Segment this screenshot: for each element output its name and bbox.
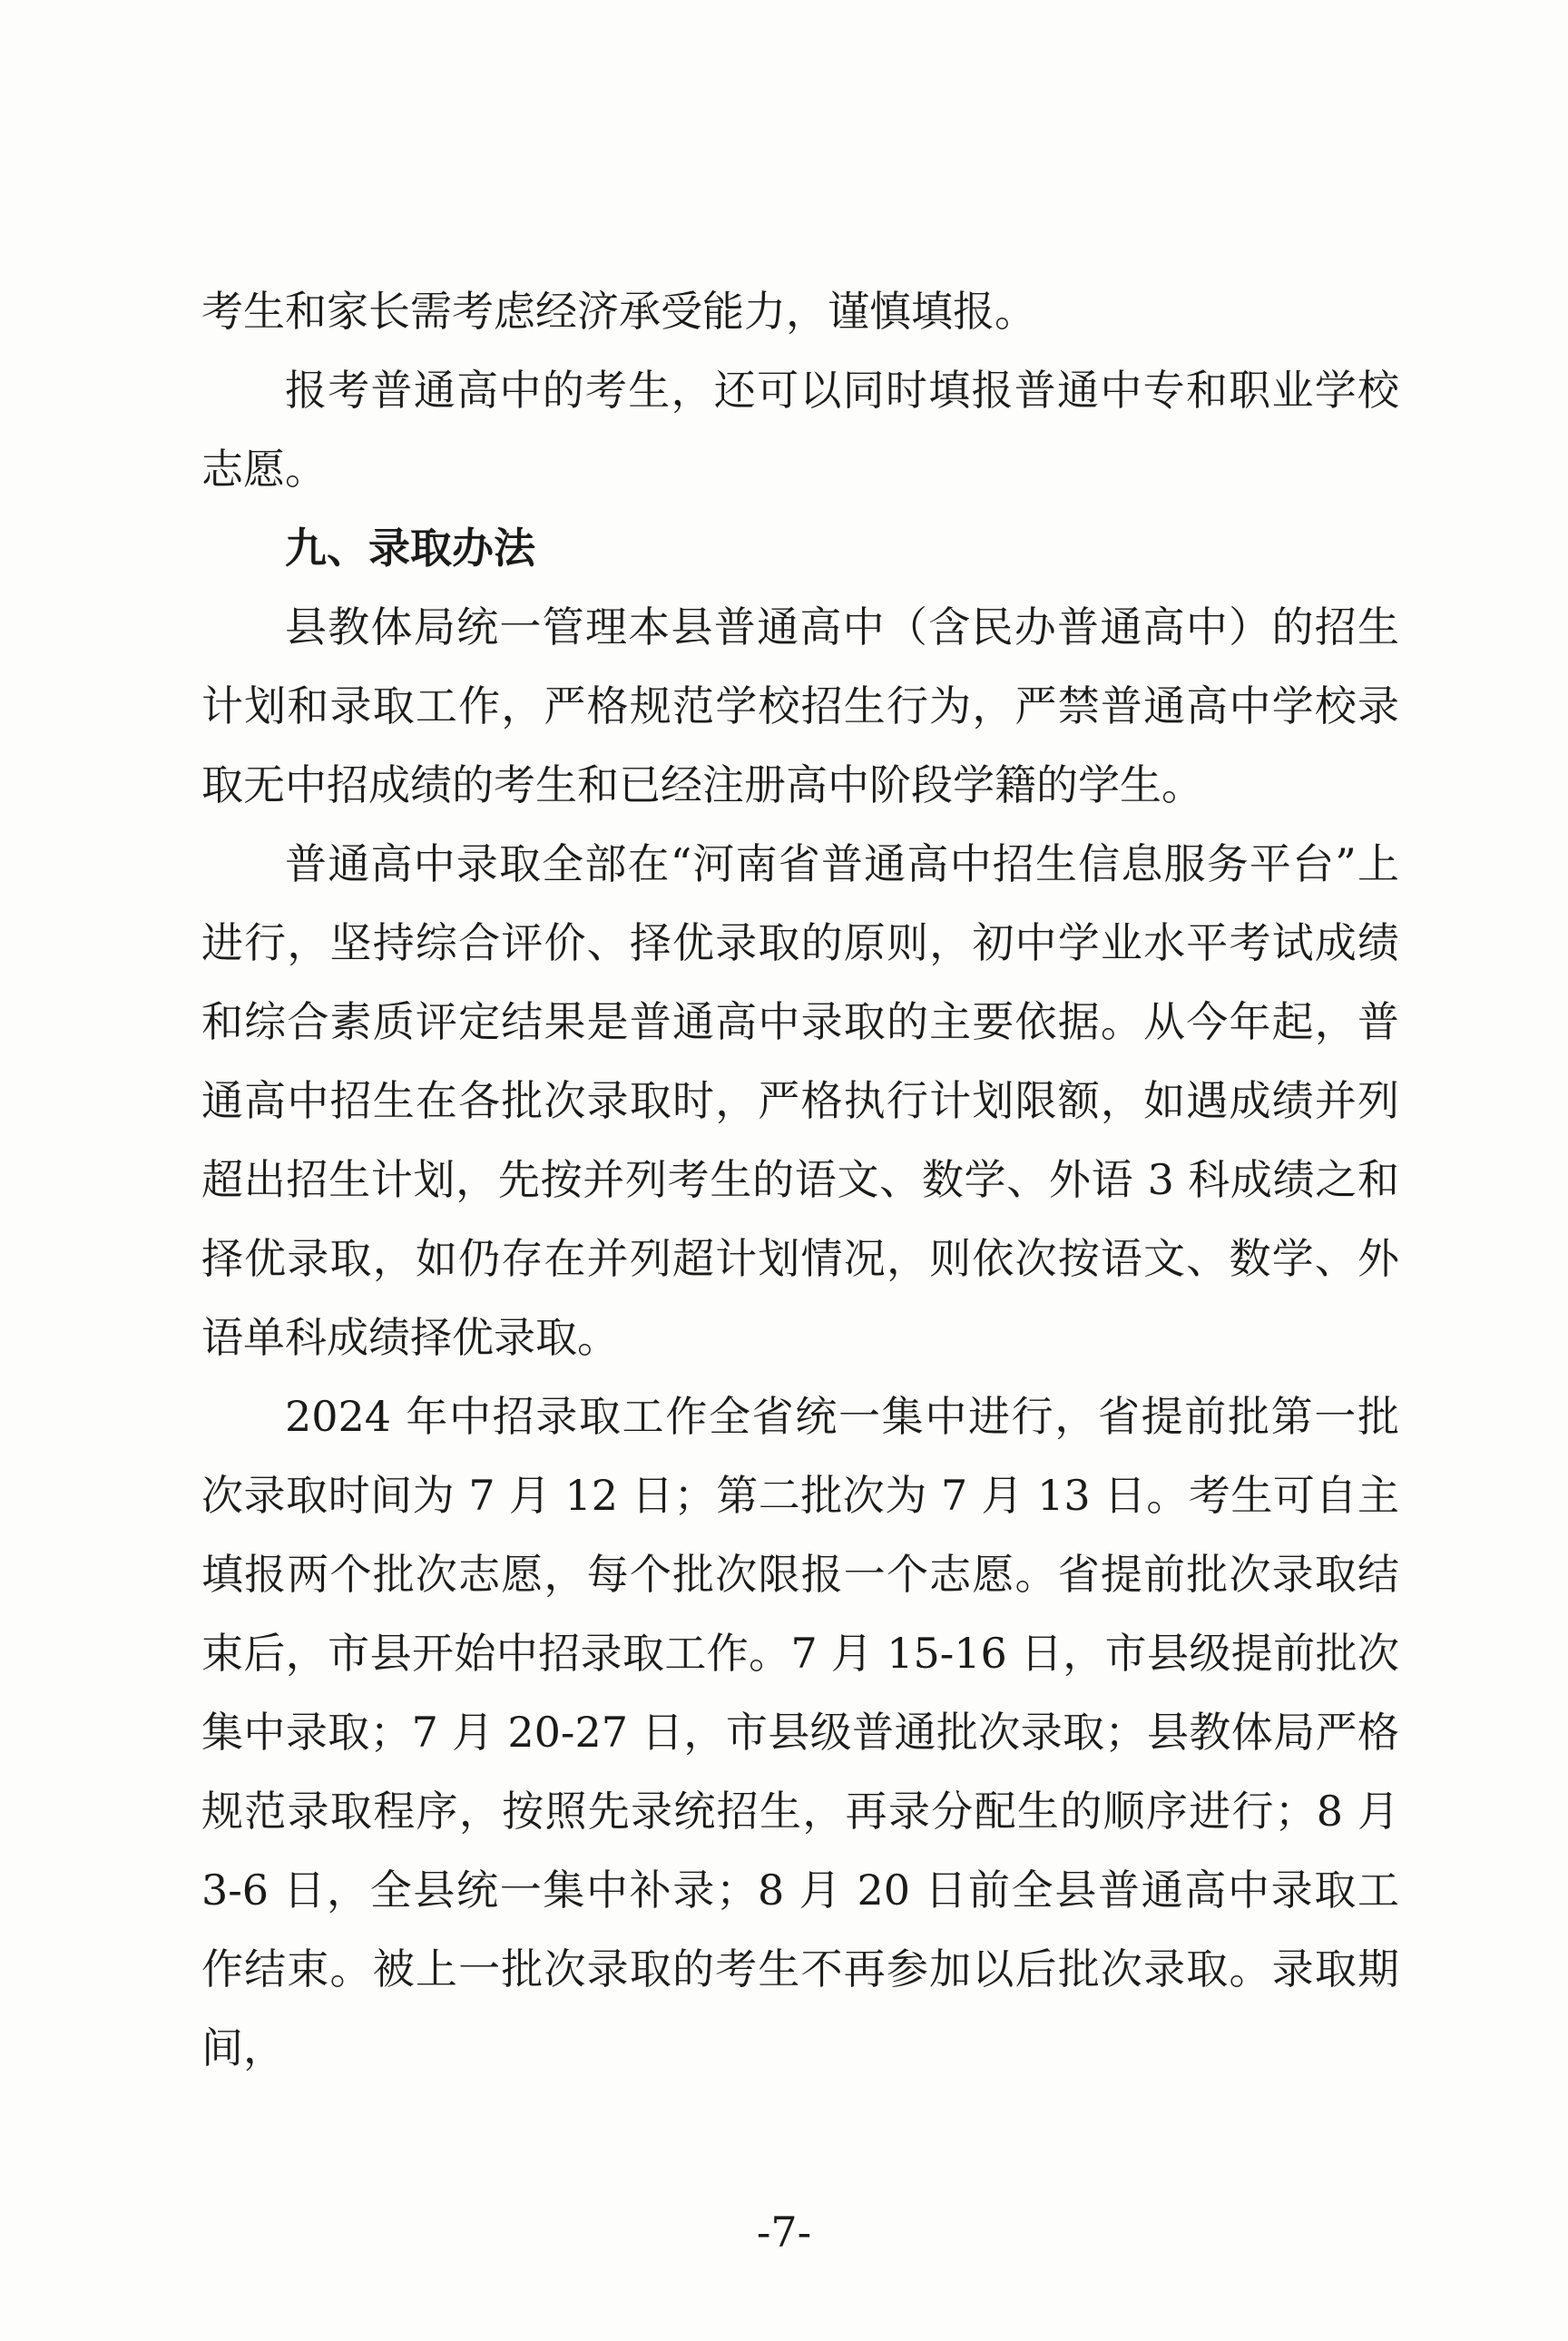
page-number: -7- [756, 2208, 812, 2257]
paragraph-application-note: 报考普通高中的考生，还可以同时填报普通中专和职业学校志愿。 [201, 366, 1399, 494]
section-heading-admission: 九、录取办法 [285, 524, 535, 573]
paragraph-admission-platform: 普通高中录取全部在“河南省普通高中招生信息服务平台”上进行，坚持综合评价、择优录取的原则，初中学业水平考试成绩和综合素质评定结果是普通高中录取的主要依据。从今年起，普通高中招生在各批次录取时，严格执行计划限额，如遇成绩并列超出招生计划，先按并列考生的语文、数学、外语 3 科成绩之和择优录取，如仍存在并列超计划情况，则依次按语文、数学、外语单科成绩择优录取。 [201, 839, 1399, 1362]
paragraph-admission-management: 县教体局统一管理本县普通高中（含民办普通高中）的招生计划和录取工作，严格规范学校招生行为，严禁普通高中学校录取无中招成绩的考生和已经注册高中阶段学籍的学生。 [201, 602, 1399, 809]
body-text [201, 272, 1399, 2088]
paragraph-continuation: 考生和家长需考虑经济承受能力，谨慎填报。 [201, 287, 1036, 336]
paragraph-admission-schedule: 2024 年中招录取工作全省统一集中进行，省提前批第一批次录取时间为 7 月 12 日；第二批次为 7 月 13 日。考生可自主填报两个批次志愿，每个批次限报一个志愿。省提前批次录取结束后，市县开始中招录取工作。7 月 15-16 日，市县级提前批次集中录取；7 月 20-27 日，市县级普通批次录取；县教体局严格规范录取程序，按照先录统招生，再录分配生的顺序进行；8 月 3-6 日，全县统一集中补录；8 月 20 日前全县普通高中录取工作结束。被上一批次录取的考生不再参加以后批次录取。录取期间， [201, 1392, 1399, 2072]
